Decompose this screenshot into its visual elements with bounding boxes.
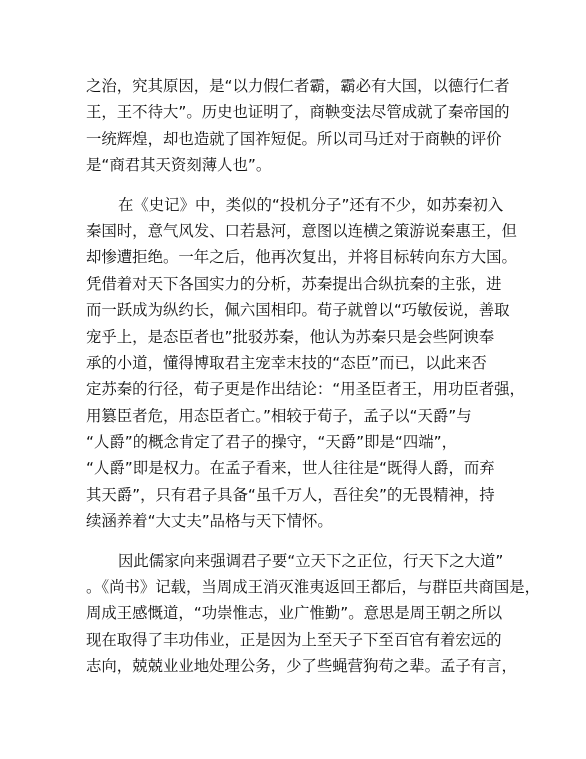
text-line: 秦国时，意气风发、口若悬河，意图以连横之策游说秦惠王，但 (86, 221, 517, 240)
text-line: “人爵”的概念肯定了君子的操守，“天爵”即是“四端”， (86, 433, 458, 452)
paragraph-2 (86, 192, 525, 535)
text-line: 却惨遭拒绝。一年之后，他再次复出，并将目标转向东方大国。 (86, 248, 517, 267)
text-line: 在《史记》中，类似的“投机分子”还有不少，如苏秦初入 (118, 195, 504, 214)
text-line: 因此儒家向来强调君子要“立天下之正位，行天下之大道” (118, 551, 504, 570)
paragraph-3 (86, 548, 541, 680)
text-line: 之治，究其原因，是“以力假仁者霸，霸必有大国，以德行仁者 (86, 77, 510, 95)
text-line: 周成王感慨道，“功崇惟志，业广惟勤”。意思是周王朝之所以 (86, 604, 503, 623)
paragraph-spacer (86, 535, 506, 548)
text-line: 定苏秦的行径，荀子更是作出结论：“用圣臣者王，用功臣者强， (86, 380, 525, 399)
text-line: 承的小道，懂得博取君主宠幸末技的“态臣”而已，以此来否 (86, 353, 487, 372)
text-line: 是“商君其天资刻薄人也”。 (86, 156, 272, 175)
text-line: 现在取得了丰功伟业，正是因为上至天子下至百官有着宏远的 (86, 630, 502, 649)
text-line: 用篡臣者危，用态臣者亡。”相较于荀子，孟子以“天爵”与 (86, 406, 472, 425)
text-line: 志向，兢兢业业地处理公务，少了些蝇营狗苟之辈。孟子有言， (86, 657, 517, 676)
text-line: 一统辉煌，却也造就了国祚短促。所以司马迁对于商鞅的评价 (86, 129, 502, 148)
text-line: 续涵养着“大丈夫”品格与天下情怀。 (86, 512, 333, 531)
text-line: 。《尚书》记载，当周成王消灭淮夷返回王都后，与群臣共商国是， (86, 578, 541, 597)
paragraph-spacer (86, 179, 506, 192)
text-line: 凭借着对天下各国实力的分析，苏秦提出合纵抗秦的主张，进 (86, 274, 502, 293)
text-line: 其天爵”，只有君子具备“虽千万人，吾往矣”的无畏精神，持 (86, 485, 495, 504)
document-body (86, 73, 541, 680)
text-line: “人爵”即是权力。在孟子看来，世人往往是“既得人爵，而弃 (86, 459, 495, 478)
text-line: 王，王不待大”。历史也证明了，商鞅变法尽管成就了秦帝国的 (86, 103, 510, 122)
text-line: 而一跃成为纵约长，佩六国相印。荀子就曾以“巧敏佞说，善取 (86, 301, 510, 320)
paragraph-1 (86, 73, 510, 179)
text-line: 宠乎上，是态臣者也”批驳苏秦，他认为苏秦只是会些阿谀奉 (86, 327, 495, 346)
